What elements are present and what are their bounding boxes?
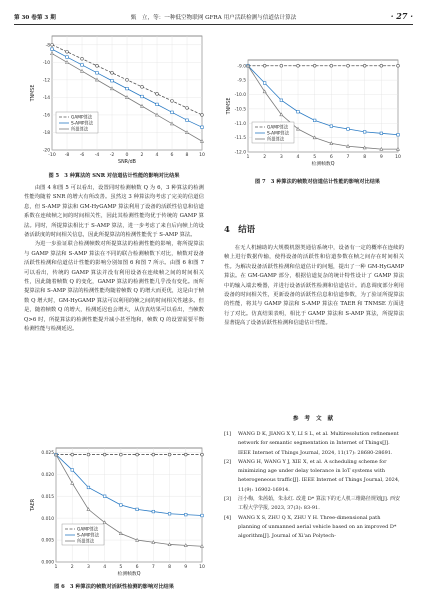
y-tick-label: -9.0 (237, 64, 246, 70)
data-point (363, 64, 366, 67)
data-point (96, 64, 99, 67)
figure-6-caption: 图 6 3 种算法的帧数对活跃性检测的影响对比结果 (54, 584, 174, 590)
x-tick-label: 8 (363, 155, 367, 160)
x-tick-label: 9 (184, 565, 188, 570)
data-point (186, 107, 189, 110)
figure-7-caption: 图 7 3 种算法的帧数对信道估计性能的影响对比结果 (255, 179, 380, 185)
data-point (280, 64, 283, 67)
data-point (156, 103, 159, 106)
x-tick-label: 4 (103, 565, 107, 570)
data-point (136, 508, 139, 511)
data-point (184, 453, 187, 456)
data-point (71, 469, 74, 472)
y-axis-label: TNMSE (227, 97, 232, 115)
data-point (156, 92, 159, 95)
y-tick-label: 0.020 (41, 472, 54, 478)
data-point (168, 453, 171, 456)
data-point (171, 99, 174, 102)
data-point (96, 72, 99, 75)
data-point (111, 79, 114, 82)
x-tick-label: 8 (168, 565, 172, 570)
data-point (136, 453, 139, 456)
data-point (168, 512, 171, 515)
data-point (87, 453, 90, 456)
y-tick-label: -9.5 (237, 78, 246, 84)
y-tick-label: -8 (45, 43, 50, 49)
x-tick-label: 3 (279, 155, 283, 160)
conclusion-text (224, 244, 404, 329)
data-point (71, 453, 74, 456)
y-tick-label: -10.5 (234, 107, 246, 113)
x-tick-label: -10 (48, 153, 56, 158)
y-tick-label: -12.0 (234, 150, 246, 156)
data-point (263, 64, 266, 67)
paragraph-frame-analysis: 为进一步验证联合检测帧数对所提算法的检测性能的影响，将所提算法与 GAMP 算法和 S-AMP 算法在不同的联合检测帧数下对比，帧数对设备活跃性检测和信道估计性能的影响分别如图 6 和图 7 所示。由图 6 和图 7 可以看出，传统的 GAMP 算法并没有利用设备在连续帧之间的时间相关性，因此随着帧数 Q 的变化，GAMP 算法的检测性能几乎没有变化。而所提算法和 S-AMP 算法的检测性能均随着帧数 Q 的增大而更优，这是由于帧数 Q 增大时，GM-HyGAMP 算法可以利用的帧之间的时间相关性越多。但是，随着帧数 Q 的增大，检测延迟也会增大，从仿真结果可以看出，当帧数 Q>6 时，所提算法的检测性能提升减小甚至饱和，帧数 Q 的设置需要平衡检测性能与检测延迟。 (24, 241, 204, 333)
conclusion-paragraph: 在无人机辅助的大规模机器类通信系统中，设备有一定的概率在连续的帧上进行数据传输，使得设备的活跃性和信道参数在帧之间存在时间相关性。为解决设备活跃性检测和信道估计的问题，提出了一种 GM-HyGAMP 算法。在 GM-GAMP 部分，根据信道复杂的统计特性设计了 GAMP 算法中的输入端去噪器，并进行设备活跃性检测和信道估计。消息调度部分利用设备的时间相关性，更新设备的活跃性信息和信道参数，为了验证所提算法的性能，将其与 GAMP 算法和 S-AMP 算法在 TAER 和 TNMSE 方面进行了对比。仿真结果表明，相比于 GAMP 算法和 S-AMP 算法，所提算法显著提高了设备活跃性检测和信道估计性能。 (224, 245, 404, 327)
figure-5-chart (28, 30, 208, 170)
data-point (186, 119, 189, 122)
data-point (297, 64, 300, 67)
data-point (201, 453, 204, 456)
data-point (313, 64, 316, 67)
data-point (141, 85, 144, 88)
data-point (152, 510, 155, 513)
x-tick-label: 10 (199, 565, 205, 570)
data-point (111, 71, 114, 74)
x-tick-label: 9 (379, 155, 383, 160)
x-tick-label: 7 (346, 155, 350, 160)
y-tick-label: -12 (42, 78, 50, 84)
data-point (280, 99, 283, 102)
page-number: · 27 · (390, 11, 413, 21)
x-tick-label: 4 (296, 155, 300, 160)
x-tick-label: 1 (54, 565, 58, 570)
x-tick-label: 6 (329, 155, 333, 160)
data-point (126, 87, 129, 90)
legend-label: S-AMP算法 (77, 533, 100, 539)
x-tick-label: 5 (119, 565, 123, 570)
data-point (330, 64, 333, 67)
x-tick-label: 10 (395, 155, 401, 160)
x-tick-label: 8 (185, 153, 189, 158)
data-point (152, 453, 155, 456)
legend-label: 所提算法 (71, 127, 89, 133)
data-point (201, 514, 204, 517)
journal-volume: 第 30 卷第 3 期 (14, 15, 56, 21)
x-tick-label: -6 (79, 153, 85, 158)
x-tick-label: 3 (86, 565, 90, 570)
x-tick-label: 7 (151, 565, 155, 570)
reference-list (224, 430, 404, 542)
reference-item: [2] WANG H, WANG Y J, XIE X, et al. A scheduling scheme for minimizing age under delay tolerance in IoT systems with heterogeneous traffic[J]. IEEE Internet of Things Journal, 2024, 11(9): 16902-16914. (224, 458, 400, 493)
x-axis-label: SNR/dB (118, 160, 136, 165)
data-point (103, 453, 106, 456)
x-tick-label: 6 (170, 153, 174, 158)
header-rule (14, 24, 413, 25)
section-heading-conclusion: 4 结语 (224, 224, 255, 234)
x-tick-label: -2 (109, 153, 115, 158)
y-tick-label: -10 (42, 60, 50, 66)
data-point (81, 64, 84, 67)
x-tick-label: 10 (199, 153, 205, 158)
legend-label: 所提算法 (77, 539, 95, 545)
y-tick-label: 0.015 (41, 494, 54, 500)
y-tick-label: 0.000 (41, 560, 54, 566)
data-point (66, 56, 69, 59)
y-tick-label: -18 (42, 131, 50, 137)
y-axis-label: TNMSE (31, 84, 36, 102)
data-point (263, 82, 266, 85)
data-point (141, 95, 144, 98)
data-point (297, 110, 300, 113)
reference-item: [1] WANG D K, JIANG X Y, LI S L, et al. Multiresolution refinement network for semantic segmentation in Internet of Things[J]. IEEE Internet of Things Journal, 2024, 11(17): 28680-28691. (224, 431, 399, 456)
paragraph-fig5-analysis: 由图 4 和图 5 可以看出，设置同时检测帧数 Q 为 6，3 种算法的检测性能均随着 SNR 的增大有所改善。虽然这 3 种算法均考虑了完美的信道信息，但 S-AMP 算法和 GM-HyGAMP 算法利用了设备的活跃性信息和信道系数在连续帧之间的时间相关性，因此其检测性能均优于传统的 GAMP 算法。同时，所提算法相比于 S-AMP 算法，进一步考虑了来自后向帧上的设备活跃度的时间相关信息，因此所提算法的检测性能优于 S-AMP 算法。 (24, 185, 204, 239)
x-tick-label: 6 (135, 565, 139, 570)
data-point (313, 119, 316, 122)
data-point (184, 513, 187, 516)
article-title-header: 甄 立，等：一种低空物联网 GFRA 用户活跃检测与信道估计算法 (130, 15, 297, 21)
data-point (81, 57, 84, 60)
data-point (330, 125, 333, 128)
data-point (397, 133, 400, 136)
y-tick-label: 0.025 (41, 450, 54, 456)
data-point (397, 64, 400, 67)
x-tick-label: 5 (313, 155, 317, 160)
data-point (363, 131, 366, 134)
data-point (171, 111, 174, 114)
legend-label: GAMP算法 (77, 527, 99, 533)
legend-label: GAMP算法 (71, 115, 93, 121)
data-point (380, 132, 383, 135)
legend-label: S-AMP算法 (71, 121, 94, 127)
figure-5-caption: 图 5 3 种算法的 SNR 对信道估计性能的影响对比结果 (48, 173, 180, 179)
x-tick-label: 2 (263, 155, 267, 160)
data-point (120, 504, 123, 507)
legend-label: GAMP算法 (267, 125, 289, 131)
y-tick-label: -20 (42, 148, 50, 154)
data-point (66, 50, 69, 53)
x-tick-label: 2 (70, 565, 74, 570)
reference-item: [3] 汪小梅，朱茜茹，朱永红. 改进 D* 算法下的无人机三维路径规划[J]. 西安工程大学学报, 2023, 37(3): 83-91. (224, 496, 400, 512)
y-tick-label: -16 (42, 113, 50, 119)
reference-item: [4] WANG X S, ZHU Q X, ZHU Y H. Three-dimensional path planning of unmanned aerial vehicle based on an improved D* algorithm[J]. Journal of Xi'an Polytech- (224, 514, 397, 540)
y-tick-label: -11.5 (234, 136, 246, 142)
y-tick-label: 0.005 (41, 538, 54, 544)
x-axis-label: 检测帧数Q (117, 572, 141, 577)
y-tick-label: -10.0 (234, 93, 246, 99)
x-tick-label: 4 (155, 153, 159, 158)
y-tick-label: -14 (42, 95, 50, 101)
x-tick-label: 2 (140, 153, 144, 158)
y-axis-label: TAER (31, 498, 36, 512)
x-tick-label: -4 (94, 153, 100, 158)
x-axis-label: 检测帧数Q (311, 162, 335, 167)
y-tick-label: 0.010 (41, 516, 54, 522)
data-point (103, 495, 106, 498)
data-point (347, 64, 350, 67)
data-point (51, 43, 54, 46)
y-tick-label: -11.0 (234, 121, 246, 127)
data-point (119, 453, 122, 456)
legend-label: 所提算法 (267, 137, 285, 143)
data-point (347, 128, 350, 131)
figure-6-chart (28, 442, 208, 582)
data-point (201, 114, 204, 117)
x-tick-label: 1 (246, 155, 250, 160)
data-point (51, 48, 54, 51)
legend-label: S-AMP算法 (267, 131, 290, 137)
data-point (380, 64, 383, 67)
data-point (87, 486, 90, 489)
data-point (126, 78, 129, 81)
data-point (201, 126, 204, 129)
left-column-text (24, 184, 204, 335)
figure-7-chart (224, 54, 404, 172)
x-tick-label: 0 (125, 153, 129, 158)
x-tick-label: -8 (64, 153, 70, 158)
references-title: 参 考 文 献 (292, 416, 336, 422)
